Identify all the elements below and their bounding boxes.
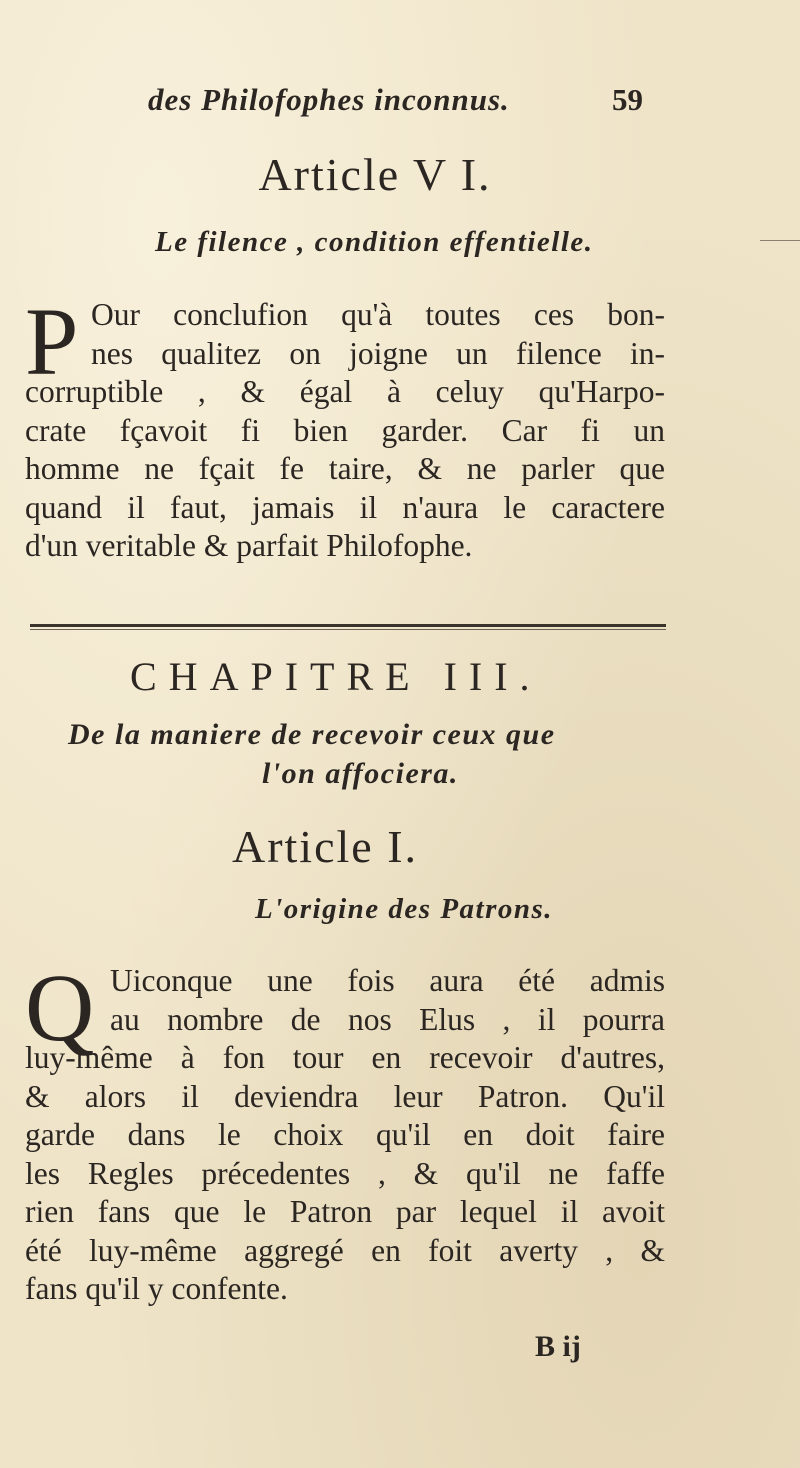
section-divider-rule xyxy=(30,624,666,627)
paragraph-line: été luy-même aggregé en foit averty , & xyxy=(25,1232,665,1268)
margin-mark xyxy=(760,240,800,241)
paragraph-line: corruptible , & égal à celuy qu'Harpo- xyxy=(25,374,665,409)
paragraph-line: & alors il deviendra leur Patron. Qu'il xyxy=(25,1078,665,1114)
article-i-subtitle: L'origine des Patrons. xyxy=(255,893,554,925)
paragraph-line: Our conclufion qu'à toutes ces bon- xyxy=(91,297,665,332)
paragraph-line: garde dans le choix qu'il en doit faire xyxy=(25,1117,665,1152)
dropcap-p: P xyxy=(25,288,79,395)
chapter-heading: CHAPITRE III. xyxy=(130,654,542,699)
article-vi-paragraph xyxy=(25,288,665,566)
article-i-title: Article I. xyxy=(231,821,419,872)
paragraph-line: homme ne fçait fe taire, & ne parler que xyxy=(25,451,665,486)
dropcap-q: Q xyxy=(25,954,95,1061)
article-vi-subtitle: Le filence , condition effentielle. xyxy=(155,226,594,258)
paragraph-line: les Regles précedentes , & qu'il ne faffe xyxy=(25,1155,665,1191)
paragraph-line: nes qualitez on joigne un filence in- xyxy=(91,335,665,371)
paragraph-line: d'un veritable & parfait Philofophe. xyxy=(25,528,473,563)
page-number: 59 xyxy=(612,82,643,117)
paragraph-line: au nombre de nos Elus , il pourra xyxy=(110,1001,665,1037)
paragraph-line: luy-même à fon tour en recevoir d'autres, xyxy=(25,1040,665,1075)
paragraph-line: rien fans que le Patron par lequel il avoit xyxy=(25,1194,665,1229)
paragraph-line: quand il faut, jamais il n'aura le caractere xyxy=(25,489,665,525)
paragraph-line: crate fçavoit fi bien garder. Car fi un xyxy=(25,412,665,448)
section-divider-thin-rule xyxy=(30,629,666,630)
paragraph-line: fans qu'il y confente. xyxy=(25,1271,288,1306)
article-i-paragraph xyxy=(25,954,665,1309)
running-head: des Philofophes inconnus. xyxy=(148,82,510,117)
chapter-subtitle-line-1: De la maniere de recevoir ceux que xyxy=(68,718,556,751)
signature-mark: B ij xyxy=(535,1330,581,1363)
chapter-subtitle-line-2: l'on affociera. xyxy=(262,757,459,790)
paragraph-line: Uiconque une fois aura été admis xyxy=(110,963,665,998)
article-vi-title: Article V I. xyxy=(258,149,492,200)
